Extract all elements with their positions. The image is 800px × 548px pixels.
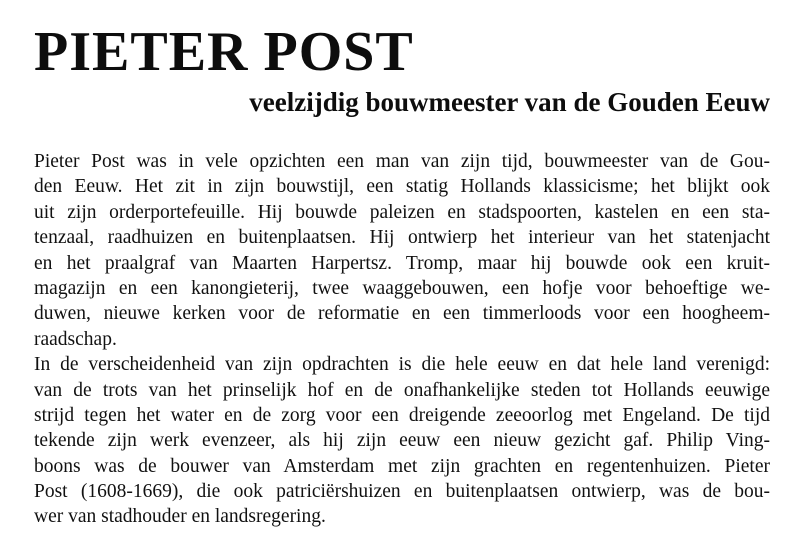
article-title: PIETER POST (34, 21, 414, 83)
body-line: van de trots van het prinselijk hof en de onafhankelijke steden tot Hollands eeuwige (34, 379, 770, 401)
article-body (34, 149, 770, 530)
body-line: In de verscheidenheid van zijn opdrachten is die hele eeuw en dat hele land verenigd: (34, 354, 770, 376)
body-line: den Eeuw. Het zit in zijn bouwstijl, een statig Hollands klassicisme; het blijkt ook (34, 176, 770, 198)
body-line: tenzaal, raadhuizen en buitenplaatsen. Hij ontwierp het interieur van het statenjacht (34, 227, 770, 249)
body-line: boons was de bouwer van Amsterdam met zijn grachten en regentenhuizen. Pieter (34, 455, 770, 477)
body-line: strijd tegen het water en de zorg voor een dreigende zeeoorlog met Engeland. De tijd (34, 404, 770, 426)
body-line: duwen, nieuwe kerken voor de reformatie en een timmerloods voor een hoogheem- (34, 303, 770, 325)
article-subtitle: veelzijdig bouwmeester van de Gouden Eeuw (249, 87, 770, 117)
body-line: raadschap. (34, 328, 117, 350)
body-line: uit zijn orderportefeuille. Hij bouwde paleizen en stadspoorten, kastelen en een sta- (34, 201, 770, 223)
body-line: Post (1608-1669), die ook patriciërshuizen en buitenplaatsen ontwierp, was de bou- (34, 481, 770, 503)
body-line: Pieter Post was in vele opzichten een man van zijn tijd, bouwmeester van de Gou- (34, 151, 770, 172)
body-line: wer van stadhouder en landsregering. (34, 506, 326, 528)
body-line: tekende zijn werk evenzeer, als hij zijn eeuw een nieuw gezicht gaf. Philip Ving- (34, 430, 770, 452)
body-line: magazijn en een kanongieterij, twee waaggebouwen, een hofje voor behoeftige we- (34, 277, 770, 299)
body-line: en het praalgraf van Maarten Harpertsz. Tromp, maar hij bouwde ook een kruit- (34, 252, 770, 274)
